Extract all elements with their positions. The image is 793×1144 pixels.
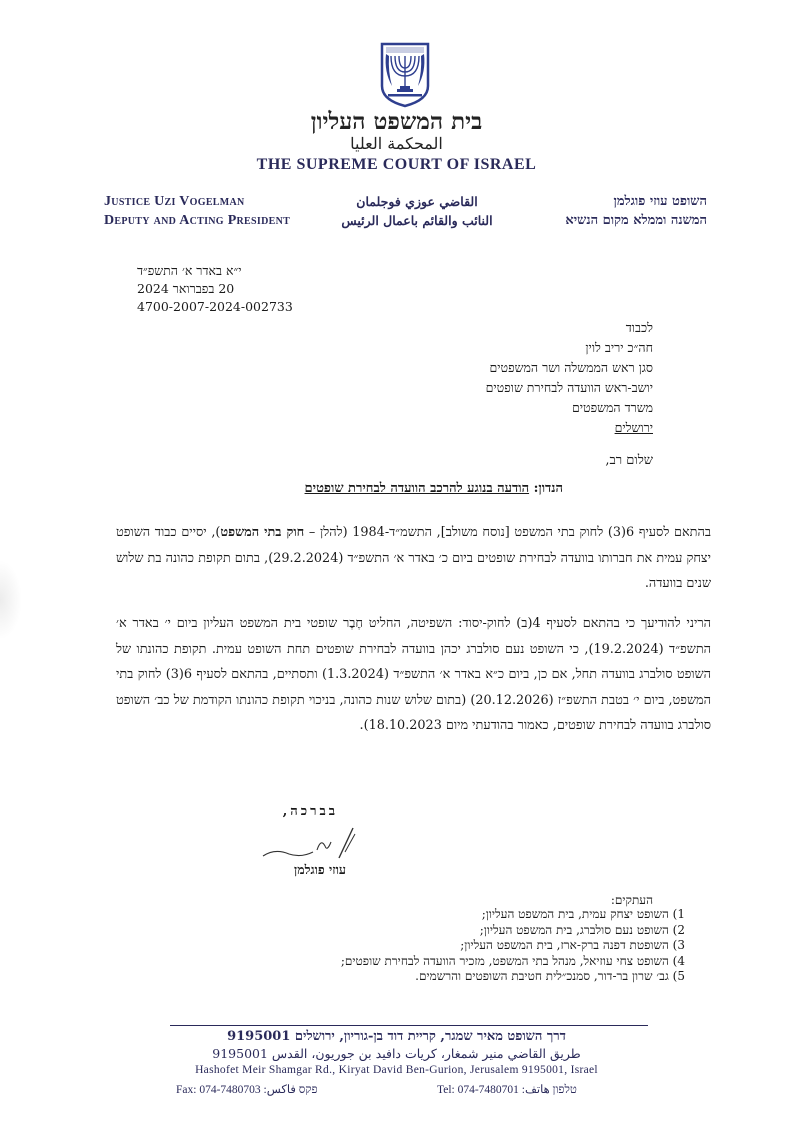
court-name-hebrew: בית המשפט העליון (310, 108, 483, 135)
list-item: 5) גב׳ שרון בר-דור, סמנכ״לית חטיבת השופטים והרשמים. (415, 969, 685, 983)
list-item: 4) השופט צחי עוזיאל, מנהל בתי המשפט, מזכיר הוועדה לבחירת שופטים; (340, 953, 685, 968)
copies-list (341, 907, 685, 985)
judge-title-hebrew: המשנה וממלא מקום הנשיא (565, 213, 707, 228)
judge-name-english: Justice Uzi Vogelman (104, 194, 245, 209)
recipient-city: ירושלים (614, 420, 653, 435)
footer-phone: Tel: 074-7480701 :טלפון هاتف (437, 1084, 577, 1096)
judge-header-arabic (322, 192, 512, 230)
list-item: 1) השופט יצחק עמית, בית המשפט העליון; (481, 907, 685, 921)
copies-title: העתקים: (610, 893, 653, 907)
subject-label: הנדון: (533, 481, 563, 496)
list-item: 3) השופטת דפנה ברק-ארז, בית המשפט העליון; (460, 938, 685, 952)
paragraph-1 (116, 520, 711, 597)
recipient-line: יושב-ראש הוועדה לבחירת שופטים (485, 380, 653, 395)
court-name-english: THE SUPREME COURT OF ISRAEL (256, 156, 537, 173)
judge-name-arabic: القاضي عوزي فوجلمان (356, 194, 478, 209)
judge-name-hebrew: השופט עוזי פוגלמן (613, 194, 707, 209)
recipient-line: משרד המשפטים (571, 400, 653, 415)
recipient-line: סגן ראש הממשלה ושר המשפטים (489, 360, 653, 375)
footer-address-english: Hashofet Meir Shamgar Rd., Kiryat David Ben-Gurion, Jerusalem 9195001, Israel (195, 1064, 598, 1076)
judge-title-english: Deputy and Acting President (104, 213, 291, 228)
footer-divider (170, 1025, 648, 1026)
paragraph-2: הריני להודיעך כי בהתאם לסעיף 4(ב) לחוק-יסוד: השפיטה, החליט חֶבֶר שופטי בית המשפט העליון ביום י׳ באדר א׳ התשפ״ד (19.2.2024), כי השופט נעם סולברג יכהן בוועדה לבחירת שופטים תחת השופט עמית. תקופת כהונתו של השופט סולברג בוועדה תחל, אם כן, ביום כ״א באדר א׳ התשפ״ד (1.3.2024) ותסתיים, בהתאם לסעיף 6(3) לחוק בתי המשפט, ביום י׳ בטבת התשפ״ז (20.12.2026) (בתום שלוש שנות כהונה, בניכוי תקופת כהונתו הקודמת של כב׳ השופט סולברג בוועדה לבחירת שופטים, כאמור בהודעתי מיום 18.10.2023). (116, 616, 711, 733)
footer-address-hebrew: דרך השופט מאיר שמגר, קריית דוד בן-גוריון, ירושלים 9195001 (227, 1029, 566, 1044)
menorah-emblem-icon (378, 42, 432, 108)
judge-header-english (104, 192, 290, 230)
footer-fax: Fax: 074-7480703 :פקס فاكس (176, 1084, 318, 1096)
paragraph-1-defined-term: חוק בתי המשפט (220, 525, 305, 540)
recipient-block (486, 318, 653, 438)
letter-dates (137, 262, 293, 316)
footer-address-arabic: طريق القاضي منير شمغار، كريات دافيد بن جوريون، القدس 9195001 (212, 1046, 581, 1061)
paragraph-1-part-a: בהתאם לסעיף 6(3) לחוק בתי המשפט [נוסח משולב], התשמ״ד-1984 (להלן – (304, 525, 711, 540)
signer-name: עוזי פוגלמן (294, 862, 346, 877)
closing-blessing: בברכה, (282, 804, 338, 819)
recipient-line: לכבוד (625, 320, 653, 335)
reference-number: 4700-2007-2024-002733 (137, 299, 293, 314)
recipient-line: חה״כ יריב לוין (585, 340, 653, 355)
judge-header-hebrew (565, 192, 707, 230)
subject-text: הודעה בנוגע להרכב הוועדה לבחירת שופטים (304, 481, 530, 496)
judge-title-arabic: النائب والقائم باعمال الرئيس (341, 213, 493, 228)
subject-line (305, 480, 563, 496)
court-name-arabic: المحكمة العليا (350, 134, 443, 153)
hebrew-date: י״א באדר א׳ התשפ״ד (137, 263, 242, 278)
gregorian-date: 20 בפברואר 2024 (137, 281, 235, 296)
paragraph-1-part-b: ), יסיים כבוד השופט יצחק עמית את חברותו בוועדה לבחירת שופטים ביום כ׳ באדר א׳ התשפ״ד (29.2.2024), בתום תקופת כהונה בת שלוש שנים בוועדה. (116, 525, 711, 591)
list-item: 2) השופט נעם סולברג, בית המשפט העליון; (479, 922, 685, 937)
greeting: שלום רב, (605, 453, 653, 468)
page-edge-shadow (0, 560, 22, 640)
